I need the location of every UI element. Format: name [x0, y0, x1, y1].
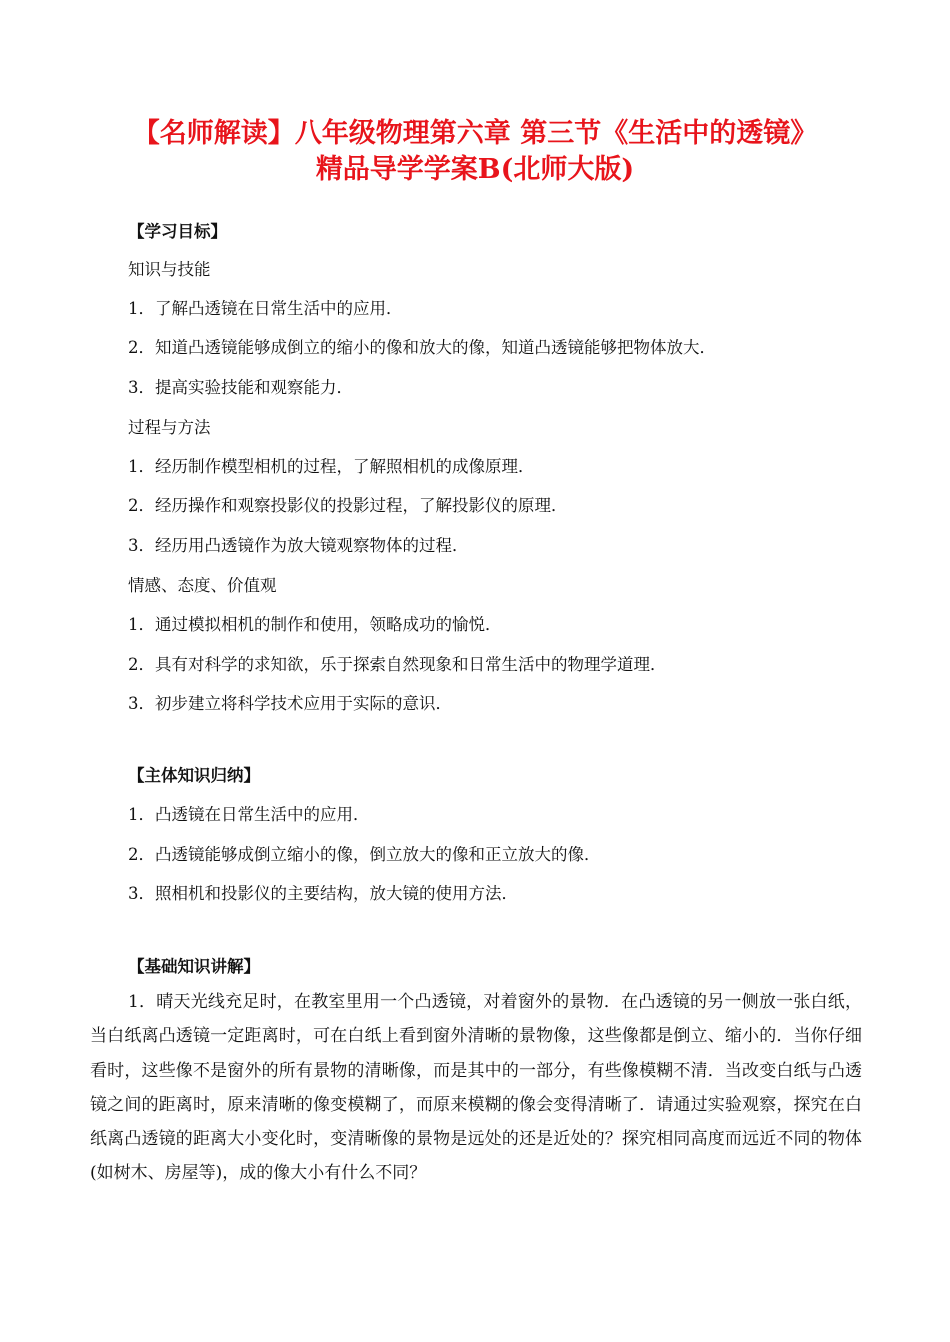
- process-item-2: 2．经历操作和观察投影仪的投影过程，了解投影仪的原理．: [128, 496, 568, 515]
- basics-paragraph: 1．晴天光线充足时，在教室里用一个凸透镜，对着窗外的景物．在凸透镜的另一侧放一张白纸，当白纸离凸透镜一定距离时，可在白纸上看到窗外清晰的景物像，这些像都是倒立、缩小的．当你仔细看时，这些像不是窗外的所有景物的清晰像，而是其中的一部分，有些像模糊不清．当改变白纸与凸透镜之间的距离时，原来清晰的像变模糊了，而原来模糊的像会变得清晰了．请通过实验观察，探究在白纸离凸透镜的距离大小变化时，变清晰像的景物是远处的还是近处的？探究相同高度而远近不同的物体(如树木、房屋等)，成的像大小有什么不同？: [90, 992, 862, 1184]
- knowledge-item-1: 1．了解凸透镜在日常生活中的应用．: [128, 299, 403, 318]
- emotion-item-1: 1．通过模拟相机的制作和使用，领略成功的愉悦．: [128, 615, 502, 634]
- knowledge-label: 知识与技能: [128, 260, 211, 279]
- title-line-2: 精品导学学案B(北师大版): [315, 154, 635, 185]
- process-item-1: 1．经历制作模型相机的过程，了解照相机的成像原理．: [128, 457, 535, 476]
- knowledge-item-2: 2．知道凸透镜能够成倒立的缩小的像和放大的像，知道凸透镜能够把物体放大．: [128, 338, 716, 357]
- objectives-heading: 【学习目标】: [128, 222, 227, 241]
- summary-item-3: 3．照相机和投影仪的主要结构，放大镜的使用方法．: [128, 884, 518, 903]
- knowledge-item-3: 3．提高实验技能和观察能力．: [128, 378, 353, 397]
- title-line-1: 【名师解读】八年级物理第六章 第三节《生活中的透镜》: [132, 118, 818, 149]
- emotion-label: 情感、态度、价值观: [128, 576, 277, 595]
- process-item-3: 3．经历用凸透镜作为放大镜观察物体的过程．: [128, 536, 469, 555]
- summary-item-1: 1．凸透镜在日常生活中的应用．: [128, 805, 370, 824]
- emotion-item-2: 2．具有对科学的求知欲，乐于探索自然现象和日常生活中的物理学道理．: [128, 655, 667, 674]
- summary-heading: 【主体知识归纳】: [128, 766, 260, 785]
- emotion-item-3: 3．初步建立将科学技术应用于实际的意识．: [128, 694, 452, 713]
- summary-item-2: 2．凸透镜能够成倒立缩小的像，倒立放大的像和正立放大的像．: [128, 845, 601, 864]
- process-label: 过程与方法: [128, 418, 211, 437]
- basics-heading: 【基础知识讲解】: [128, 957, 260, 976]
